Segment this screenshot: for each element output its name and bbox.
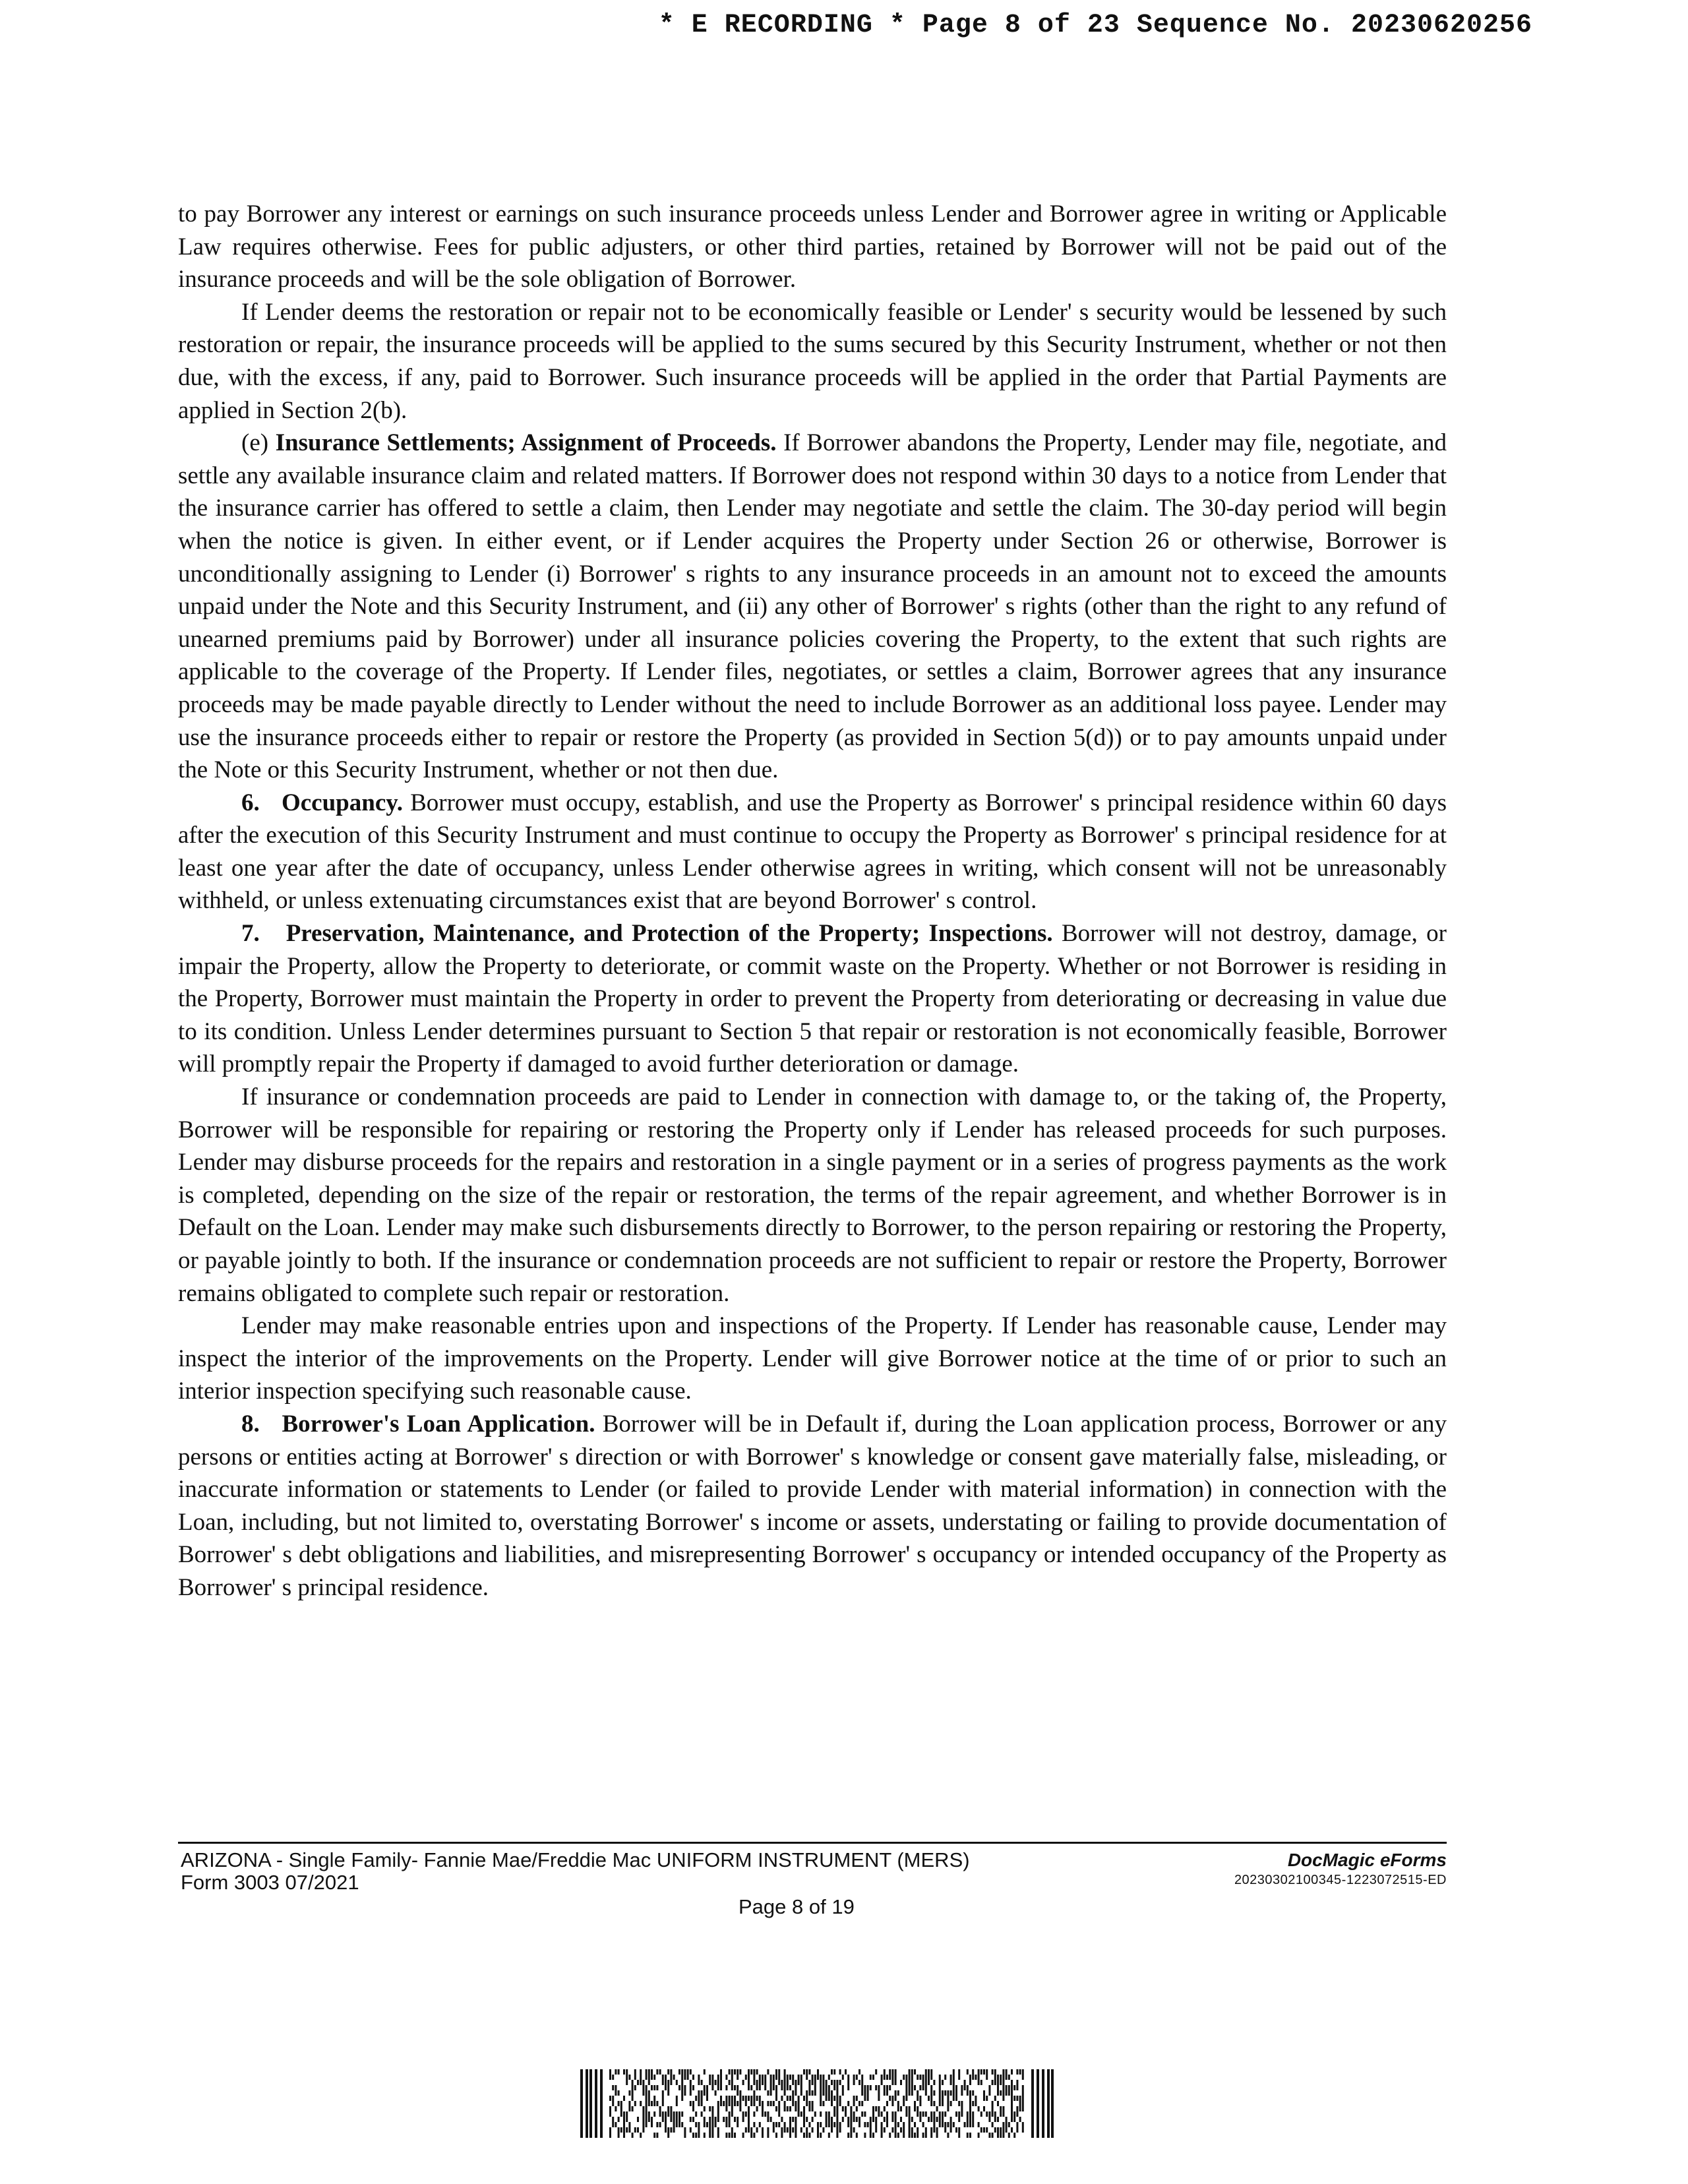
paragraph-text: If insurance or condemnation proceeds are paid to Lender in connection with damage to, or the taking of, the Property, Borrower will be responsible for repairing or restoring the Property only if Lender has released proceeds for such purposes. Lender may disburse proceeds for the repairs and restoration in a single payment or in a series of progress payments as the work is completed, depending on the size of the repair or restoration, the terms of the repair agreement, and whether Borrower is in Default on the Loan. Lender may make such disbursements directly to Borrower, to the person repairing or restoring the Property, or payable jointly to both. If the insurance or condemnation proceeds are not sufficient to repair or restore the Property, Borrower remains obligated to complete such repair or restoration. — [178, 1083, 1447, 1307]
form-number: Form 3003 07/2021 — [181, 1871, 359, 1894]
recording-header: * E RECORDING * Page 8 of 23 Sequence No. 20230620256 — [658, 11, 1532, 40]
paragraph-text: If Lender deems the restoration or repair not to be economically feasible or Lender' s security would be lessened by such restoration or repair, the insurance proceeds will be applied to the sums secured by this Security Instrument, whether or not then due, with the excess, if any, paid to Borrower. Such insurance proceeds will be applied in the order that Partial Payments are applied in Section 2(b). — [178, 298, 1447, 424]
document-body — [178, 198, 1447, 1604]
paragraph-inspections — [178, 1310, 1447, 1408]
section-6-occupancy — [178, 787, 1447, 917]
section-8-loan-application — [178, 1408, 1447, 1604]
page-number: Page 8 of 19 — [738, 1895, 855, 1918]
paragraph-text: Borrower must occupy, establish, and use the Property as Borrower' s principal residence within 60 days after the execution of this Security Instrument and must continue to occupy the Property as Borrower' s principal residence for at least one year after the date of occupancy, unless Lender otherwise agrees in writing, which consent will not be unreasonably withheld, or unless extenuating circumstances exist that are beyond Borrower' s control. — [178, 789, 1447, 915]
paragraph-text: Borrower will not destroy, damage, or impair the Property, allow the Property to deteriorate, or commit waste on the Property. Whether or not Borrower is residing in the Property, Borrower must maintain the Property in order to prevent the Property from deteriorating or decreasing in value due to its condition. Unless Lender determines pursuant to Section 5 that repair or restoration is not economically feasible, Borrower will promptly repair the Property if damaged to avoid further deterioration or damage. — [178, 920, 1447, 1078]
section-heading: Borrower's Loan Application. — [282, 1410, 595, 1438]
barcode-icon — [580, 2069, 1055, 2138]
footer-brand-block — [1234, 1850, 1447, 1890]
paragraph-insurance-earnings — [178, 198, 1447, 296]
form-title: ARIZONA - Single Family- Fannie Mae/Freddie Mac UNIFORM INSTRUMENT (MERS) — [181, 1848, 970, 1871]
section-number: (e) — [241, 429, 269, 457]
document-id: 20230302100345-1223072515-ED — [1234, 1873, 1447, 1887]
paragraph-text: Borrower will be in Default if, during the Loan application process, Borrower or any persons or entities acting at Borrower' s direction or with Borrower' s knowledge or consent gave materially false, misleading, or inaccurate information or statements to Lender (or failed to provide Lender with material information) in connection with the Loan, including, but not limited to, overstating Borrower' s income or assets, understating or failing to provide documentation of Borrower' s debt obligations and liabilities, and misrepresenting Borrower' s occupancy or intended occupancy of the Property as Borrower' s principal residence. — [178, 1410, 1447, 1601]
section-number: 7. — [241, 920, 260, 948]
section-number: 6. — [241, 789, 260, 816]
docmagic-logo: DocMagic eForms — [1287, 1850, 1447, 1870]
paragraph-text: If Borrower abandons the Property, Lender may file, negotiate, and settle any available insurance claim and related matters. If Borrower does not respond within 30 days to a notice from Lender that the insurance carrier has offered to settle a claim, then Lender may negotiate and settle the claim. The 30-day period will begin when the notice is given. In either event, or if Lender acquires the Property under Section 26 or otherwise, Borrower is unconditionally assigning to Lender (i) Borrower' s rights to any insurance proceeds in an amount not to exceed the amounts unpaid under the Note and this Security Instrument, and (ii) any other of Borrower' s rights (other than the right to any refund of unearned premiums paid by Borrower) under all insurance policies covering the Property, to the extent that such rights are applicable to the coverage of the Property. If Lender files, negotiates, or settles a claim, Borrower agrees that any insurance proceeds may be made payable directly to Lender without the need to include Borrower as an additional loss payee. Lender may use the insurance proceeds either to repair or restore the Property (as provided in Section 5(d)) or to pay amounts unpaid under the Note or this Security Instrument, whether or not then due. — [178, 429, 1447, 784]
footer-form-info — [181, 1849, 970, 1894]
section-5e-insurance-settlements — [178, 427, 1447, 787]
footer-divider — [178, 1842, 1447, 1844]
paragraph-text: to pay Borrower any interest or earnings on such insurance proceeds unless Lender and Borrower agree in writing or Applicable Law requires otherwise. Fees for public adjusters, or other third parties, retained by Borrower will not be paid out of the insurance proceeds and will be the sole obligation of Borrower. — [178, 200, 1447, 293]
section-heading: Preservation, Maintenance, and Protection of the Property; Inspections. — [286, 920, 1053, 948]
section-heading: Occupancy. — [281, 789, 403, 816]
section-heading: Insurance Settlements; Assignment of Proceeds. — [275, 429, 777, 457]
section-7-preservation — [178, 917, 1447, 1081]
paragraph-text: Lender may make reasonable entries upon and inspections of the Property. If Lender has reasonable cause, Lender may inspect the interior of the improvements on the Property. Lender will give Borrower notice at the time of or prior to such an interior inspection specifying such reasonable cause. — [178, 1312, 1447, 1405]
section-number: 8. — [241, 1410, 260, 1438]
paragraph-restoration-not-feasible — [178, 296, 1447, 427]
paragraph-condemnation-proceeds — [178, 1081, 1447, 1310]
